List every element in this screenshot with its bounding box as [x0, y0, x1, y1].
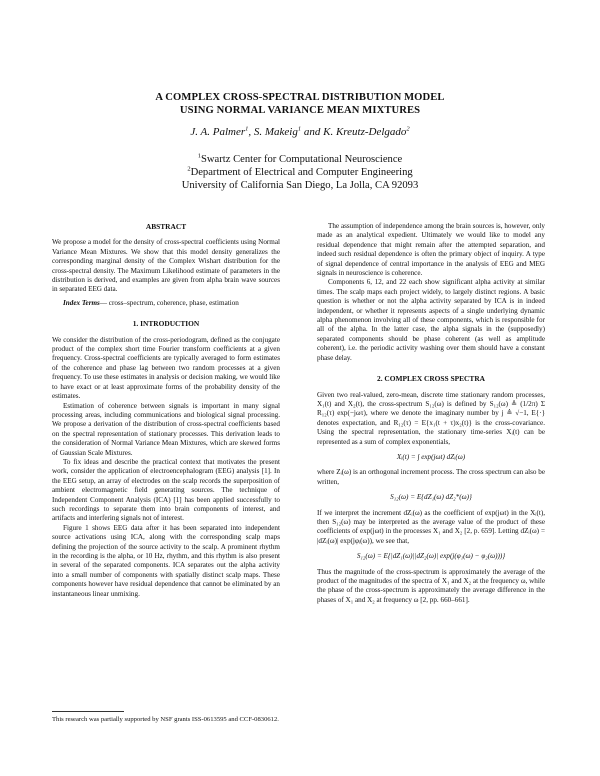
section-2-heading: 2. COMPLEX CROSS SPECTRA — [377, 374, 485, 384]
author-3: K. Kreutz-Delgado — [323, 126, 407, 138]
author-separator: , — [248, 126, 254, 138]
title-line-2: USING NORMAL VARIANCE MEAN MIXTURES — [179, 104, 421, 116]
intro-paragraph-3: To fix ideas and describe the practical context that motivates the present work, consider the application of electroencephalogram (EEG) analysis [1]. In the EEG setup, an array of electrodes on the scalp records the superposition of ambient electromagnetic field generating sources. The technique of Independent Component Analysis (ICA) [1] has been applied successfully to such recordings to separate them into brain components of interest, and artifacts and interfering signals not of interest. — [52, 457, 280, 523]
author-1-affil: 1 — [245, 125, 249, 133]
paper-title — [0, 92, 600, 117]
section-2-paragraph-4: Thus the magnitude of the cross-spectrum is approximately the average of the product of the magnitudes of the spectra of X₁ and X₂ at the frequency ω, while the phase of the cross-spectrum is approximately the average difference in the phases of X₁ and X₂ at frequency ω [2, pp. 660–661]. — [317, 567, 545, 604]
author-3-affil: 2 — [406, 125, 410, 133]
abstract-heading: ABSTRACT — [145, 222, 187, 231]
section-2-paragraph-1: Given two real-valued, zero-mean, discrete time stationary random processes, X₁(t) and X₂(t), the cross-spectrum S₁₂(ω) is defined by S₁₂(ω) ≜ (1/2π) Σ R₁₂(τ) exp(−jωτ), where we denote the imaginary number by j ≜ √−1, E{·} denotes expectation, and R₁₂(τ) = E{x₁(t + τ)x₂(t)} is the cross-covariance. Using the spectral representation, the stationary time-series Xᵢ(t) can be represented as a sum of complex exponentials, — [317, 390, 545, 446]
author-separator: and — [301, 126, 324, 138]
affiliation-1: $^1$Swartz Center for Computational Neuroscience — [197, 152, 403, 165]
author-list — [0, 126, 600, 139]
intro-paragraph-4: Figure 1 shows EEG data after it has been separated into independent source activations using ICA, along with the corresponding scalp maps defining the projection of the source activity to the scalp. A prominent rhythm in the recording is the alpha, or 10 Hz, rhythm, and this rhythm is also present in several of the separated components. ICA separates out the alpha activity into a small number of components with spatially distinct scalp maps. These components however have residual dependence that cannot be eliminated by an instantaneous linear unmixing. — [52, 523, 280, 598]
right-paragraph-2: Components 6, 12, and 22 each show significant alpha activity at similar times. The scalp maps each project widely, to largely distinct regions. A basic question is whether or not the alpha activity separated by ICA is in indeed independent, or whether it represents aspects of a single underlying dynamic alpha phenomenon involving all of these components, which is responsible for all of the alpha. In the latter case, the alpha signals in the (supposedly) separated components should be phase coherent (as well as amplitude coherent), i.e. the periodic activity washing over them should have a constant phase delay. — [317, 278, 545, 362]
right-column — [317, 222, 545, 605]
equation-cross-spectrum-phase: S₁₂(ω) = E{|dZ₁(ω)||dZ₂(ω)| exp(j(φ₁(ω) − φ₂(ω)))} — [356, 552, 506, 561]
footnote: This research was partially supported by NSF grants ISS-0613595 and CCF-0830612. — [52, 716, 279, 723]
left-column — [52, 222, 280, 599]
abstract-text: We propose a model for the density of cross-spectral coefficients using Normal Variance Mean Mixtures. We show that this model density generalizes the corresponding marginal density of the Complex Wishart distribution for the cross-spectral density. The Maximum Likelihood estimate of parameters in the distribution is derived, and examples are given from alpha brain wave sources in separated EEG data. — [52, 238, 280, 294]
intro-heading: 1. INTRODUCTION — [132, 319, 200, 329]
index-terms-label: Index Terms — [63, 298, 100, 307]
section-2-paragraph-2: where Zᵢ(ω) is an orthogonal increment process. The cross spectrum can also be written, — [317, 468, 546, 486]
author-2-affil: 1 — [297, 125, 302, 133]
affiliation-2: $^2$Department of Electrical and Computer Engineering — [187, 165, 413, 178]
section-2-paragraph-3: If we interpret the increment dZᵢ(ω) as the coefficient of exp(jωt) in the Xᵢ(t), then S₁₂(ω) may be interpreted as the average value of the product of these coefficients of exp(jωt) in the processes X₁ and X₂ [2, p. 659]. Letting dZᵢ(ω) = |dZᵢ(ω)| exp(jφᵢ(ω)), we see that, — [317, 508, 545, 545]
equation-spectral-representation: Xᵢ(t) = ∫ exp(jωt) dZᵢ(ω) — [396, 452, 466, 461]
equation-cross-spectrum: S₁₂(ω) = E{dZ₁(ω) dZ₂*(ω)} — [390, 493, 472, 502]
right-paragraph-1: The assumption of independence among the brain sources is, however, only made as an analytical expedient. Ultimately we would like to model any residual dependence that might remain after the attempted separation, and indeed such residual dependence is often the primary object of inquiry. A type of signal dependence of central importance in the analysis of EEG and MEG signals in neuroscience is coherence. — [317, 222, 545, 278]
footnote-rule — [52, 711, 124, 712]
intro-paragraph-1: We consider the distribution of the cross-periodogram, defined as the conjugate product of the complex short time Fourier transform coefficients at a given frequency. Cross-spectral coefficients are typically averaged to form estimates of the coherence and phase lag between two random processes at a given frequency. To use these estimates in analysis or decision making, we would like to have exact or at least approximate forms of the probability density of the estimates. — [52, 335, 280, 401]
author-1: J. A. Palmer — [190, 126, 246, 138]
intro-paragraph-2: Estimation of coherence between signals is important in many signal processing areas, including communications and biological signal processing. We propose a derivation of the distribution of cross-spectral coefficients based on the spectral representation of stationary processes. This derivation leads to the consideration of Normal Variance Mean Mixtures, which are skewed forms of Gaussian Scale Mixtures. — [52, 401, 280, 457]
title-line-1: A COMPLEX CROSS-SPECTRAL DISTRIBUTION MODEL — [155, 92, 445, 103]
affiliation-3: University of California San Diego, La Jolla, CA 92093 — [181, 180, 419, 191]
affiliations — [0, 153, 600, 192]
index-terms: Index Terms— cross–spectrum, coherence, phase, estimation — [63, 298, 239, 307]
author-2: S. Makeig — [253, 126, 298, 138]
